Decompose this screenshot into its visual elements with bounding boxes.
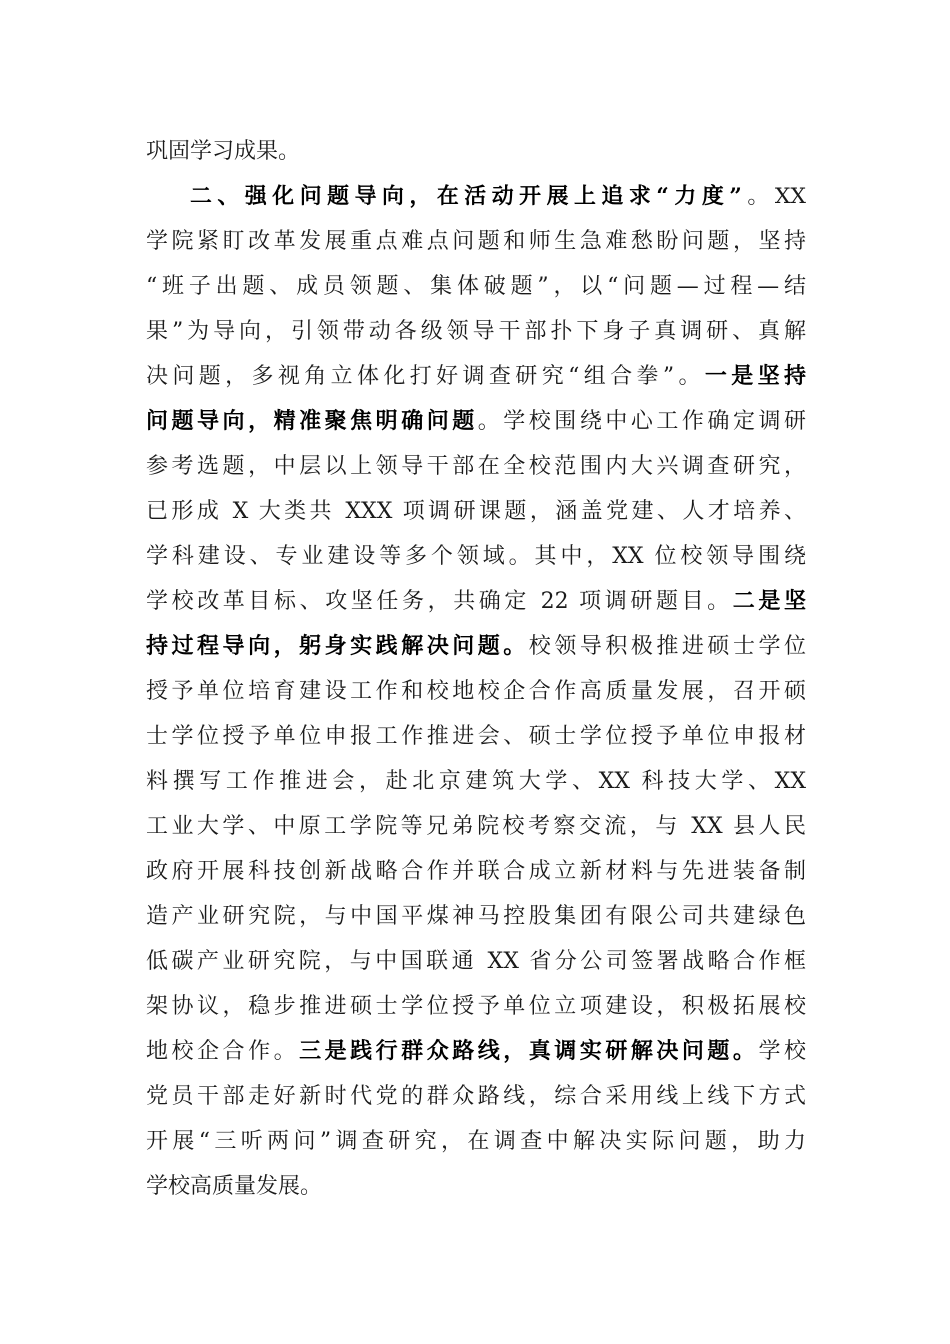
text-line xyxy=(146,624,806,669)
text-line xyxy=(146,849,806,894)
text-segment: 地校企合作。 xyxy=(146,1039,300,1064)
section-heading-line xyxy=(146,174,806,219)
bold-segment: 三是践行群众路线，真调实研解决问题。 xyxy=(299,1038,759,1064)
text-segment: 学校高质量发展。 xyxy=(146,1174,323,1199)
text-segment: 果”为导向，引领带动各级领导干部扑下身子真调研、真解 xyxy=(146,319,806,344)
text-line xyxy=(146,759,806,804)
text-line xyxy=(146,129,806,174)
text-segment: 学校 xyxy=(758,1039,806,1064)
text-line xyxy=(146,804,806,849)
text-segment: 造产业研究院，与中国平煤神马控股集团有限公司共建绿色 xyxy=(146,904,806,929)
text-line xyxy=(146,534,806,579)
text-segment: 决问题，多视角立体化打好调查研究“组合拳”。 xyxy=(146,364,705,389)
text-segment: 巩固学习成果。 xyxy=(146,139,301,164)
document-body xyxy=(146,129,806,1209)
bold-segment: 持过程导向，躬身实践解决问题。 xyxy=(146,633,529,659)
bold-segment: 二是坚 xyxy=(732,588,806,614)
text-line xyxy=(146,669,806,714)
text-segment: 学校改革目标、攻坚任务，共确定 22 项调研题目。 xyxy=(146,589,733,614)
text-segment: 校领导积极推进硕士学位 xyxy=(528,634,806,659)
text-segment: 。XX xyxy=(741,184,806,209)
text-segment: 党员干部走好新时代党的群众路线，综合采用线上线下方式 xyxy=(146,1084,806,1109)
section-heading: 二、强化问题导向，在活动开展上追求“力度” xyxy=(190,183,742,209)
text-line xyxy=(146,894,806,939)
text-line xyxy=(146,1164,806,1209)
text-line xyxy=(146,354,806,399)
text-segment: 已形成 X 大类共 XXX 项调研课题，涵盖党建、人才培养、 xyxy=(146,499,806,524)
text-segment: 学院紧盯改革发展重点难点问题和师生急难愁盼问题，坚持 xyxy=(146,229,806,254)
text-line xyxy=(146,1029,806,1074)
bold-segment: 一是坚持 xyxy=(704,363,806,389)
text-segment: 开展“三听两问”调查研究，在调查中解决实际问题，助力 xyxy=(146,1129,806,1154)
text-segment: 工业大学、中原工学院等兄弟院校考察交流，与 XX 县人民 xyxy=(146,814,806,839)
text-line xyxy=(146,984,806,1029)
text-segment: 料撰写工作推进会，赴北京建筑大学、XX 科技大学、XX xyxy=(146,769,806,794)
text-segment: 政府开展科技创新战略合作并联合成立新材料与先进装备制 xyxy=(146,859,806,884)
text-line xyxy=(146,309,806,354)
text-line xyxy=(146,489,806,534)
bold-segment: 问题导向，精准聚焦明确问题 xyxy=(146,408,478,434)
text-segment: 授予单位培育建设工作和校地校企合作高质量发展，召开硕 xyxy=(146,679,806,704)
text-line xyxy=(146,1119,806,1164)
text-segment: “班子出题、成员领题、集体破题”，以“问题—过程—结 xyxy=(146,274,806,299)
text-line xyxy=(146,399,806,444)
text-line xyxy=(146,219,806,264)
text-line xyxy=(146,444,806,489)
text-segment: 学科建设、专业建设等多个领域。其中，XX 位校领导围绕 xyxy=(146,544,806,569)
text-line xyxy=(146,264,806,309)
text-line xyxy=(146,1074,806,1119)
text-line xyxy=(146,939,806,984)
text-segment: 架协议，稳步推进硕士学位授予单位立项建设，积极拓展校 xyxy=(146,994,806,1019)
text-segment: 。学校围绕中心工作确定调研 xyxy=(477,409,806,434)
text-line xyxy=(146,714,806,759)
text-segment: 参考选题，中层以上领导干部在全校范围内大兴调查研究， xyxy=(146,454,806,479)
text-line xyxy=(146,579,806,624)
text-segment: 低碳产业研究院，与中国联通 XX 省分公司签署战略合作框 xyxy=(146,949,806,974)
text-segment: 士学位授予单位申报工作推进会、硕士学位授予单位申报材 xyxy=(146,724,806,749)
